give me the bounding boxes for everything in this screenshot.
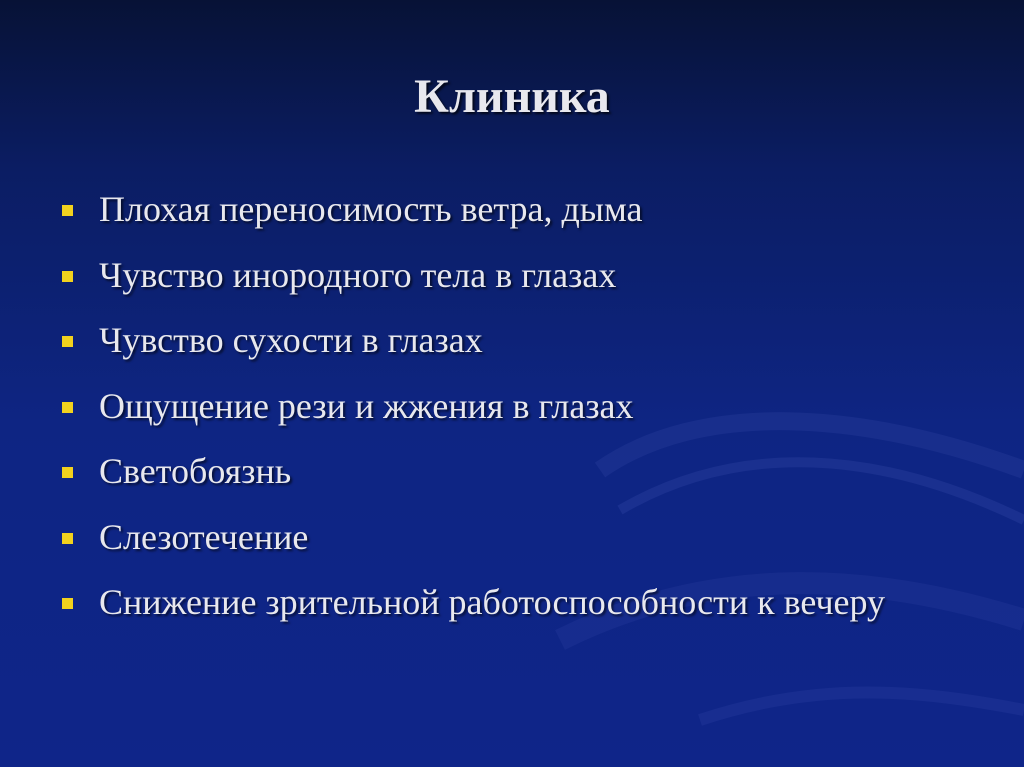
bullet-text: Слезотечение xyxy=(99,516,309,557)
bullet-item xyxy=(62,447,992,495)
square-bullet-icon xyxy=(62,598,73,609)
bullet-item xyxy=(62,513,992,561)
bullet-item xyxy=(62,185,992,233)
bullet-item xyxy=(62,578,992,626)
bullet-item xyxy=(62,251,992,299)
bullet-text: Ощущение рези и жжения в глазах xyxy=(99,385,634,426)
bullet-text: Снижение зрительной работоспособности к вечеру xyxy=(99,582,886,622)
bullet-item xyxy=(62,316,992,364)
bullet-text: Чувство инородного тела в глазах xyxy=(99,254,617,295)
square-bullet-icon xyxy=(62,205,73,216)
bullet-list xyxy=(62,185,992,644)
square-bullet-icon xyxy=(62,271,73,282)
bullet-text: Чувство сухости в глазах xyxy=(99,320,483,360)
bullet-text: Плохая переносимость ветра, дыма xyxy=(99,189,643,229)
bullet-item xyxy=(62,382,992,430)
slide-title: Клиника xyxy=(414,70,610,123)
square-bullet-icon xyxy=(62,467,73,478)
square-bullet-icon xyxy=(62,402,73,413)
square-bullet-icon xyxy=(62,336,73,347)
bullet-text: Светобоязнь xyxy=(99,451,292,491)
square-bullet-icon xyxy=(62,533,73,544)
